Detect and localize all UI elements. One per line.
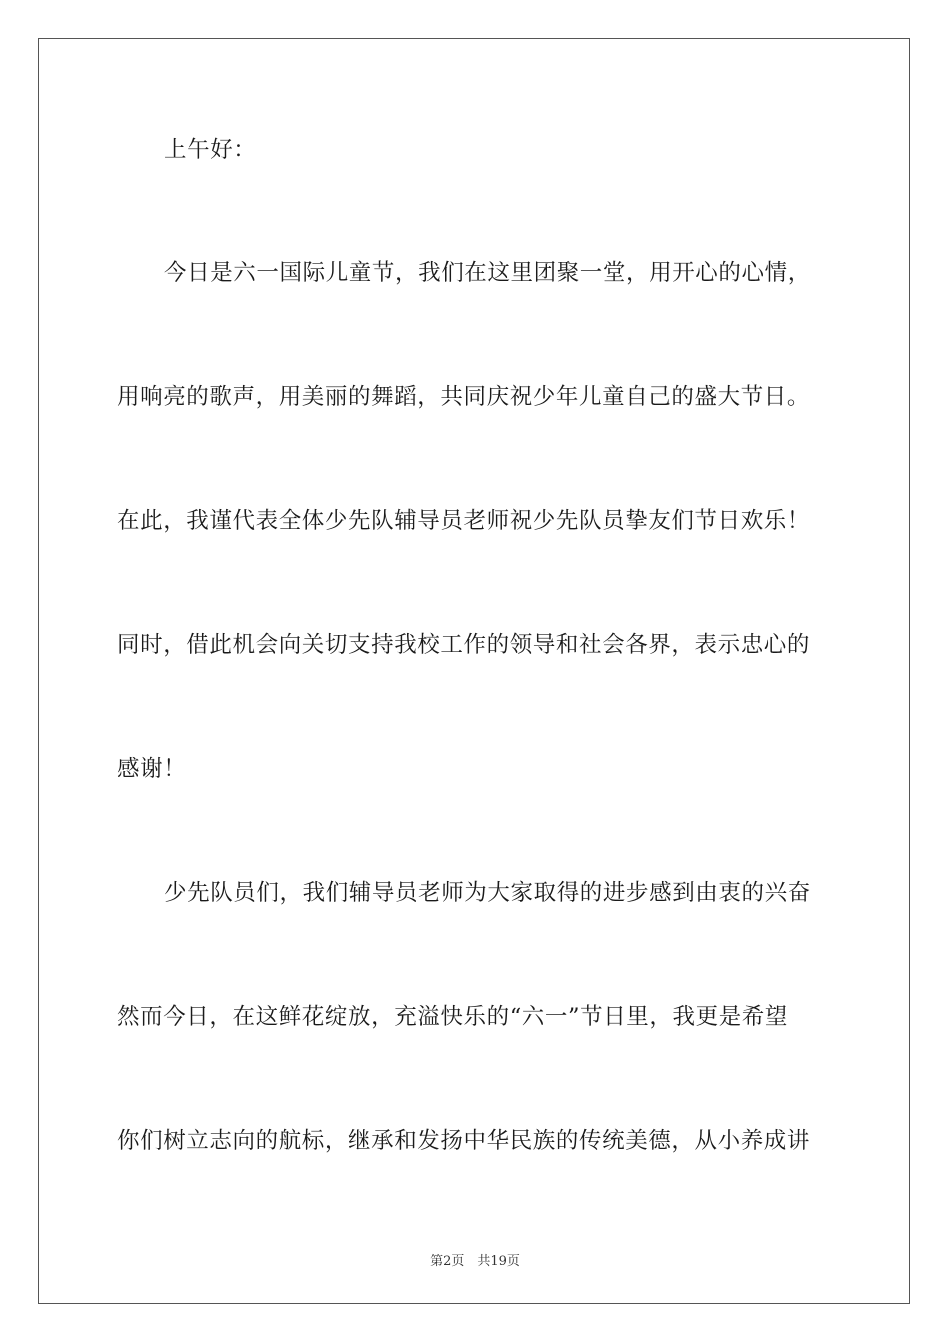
paragraph-line-7: 然而今日，在这鲜花绽放，充溢快乐的“六一”节日里，我更是希望: [117, 1004, 789, 1030]
page-border: [38, 38, 910, 1304]
paragraph-line-5: 感谢！: [117, 756, 187, 782]
paragraph-line-4: 同时，借此机会向关切支持我校工作的领导和社会各界，表示忠心的: [117, 632, 811, 658]
greeting-line: 上午好：: [164, 137, 257, 163]
paragraph-line-8: 你们树立志向的航标，继承和发扬中华民族的传统美德，从小养成讲: [117, 1128, 811, 1154]
paragraph-line-2: 用响亮的歌声，用美丽的舞蹈，共同庆祝少年儿童自己的盛大节日。: [117, 384, 811, 410]
paragraph-line-6: 少先队员们，我们辅导员老师为大家取得的进步感到由衷的兴奋: [164, 880, 811, 906]
paragraph-line-1: 今日是六一国际儿童节，我们在这里团聚一堂，用开心的心情，: [164, 260, 811, 286]
paragraph-line-3: 在此，我谨代表全体少先队辅导员老师祝少先队员挚友们节日欢乐！: [117, 508, 811, 534]
page-number-footer: 第2页 共19页: [430, 1254, 520, 1269]
